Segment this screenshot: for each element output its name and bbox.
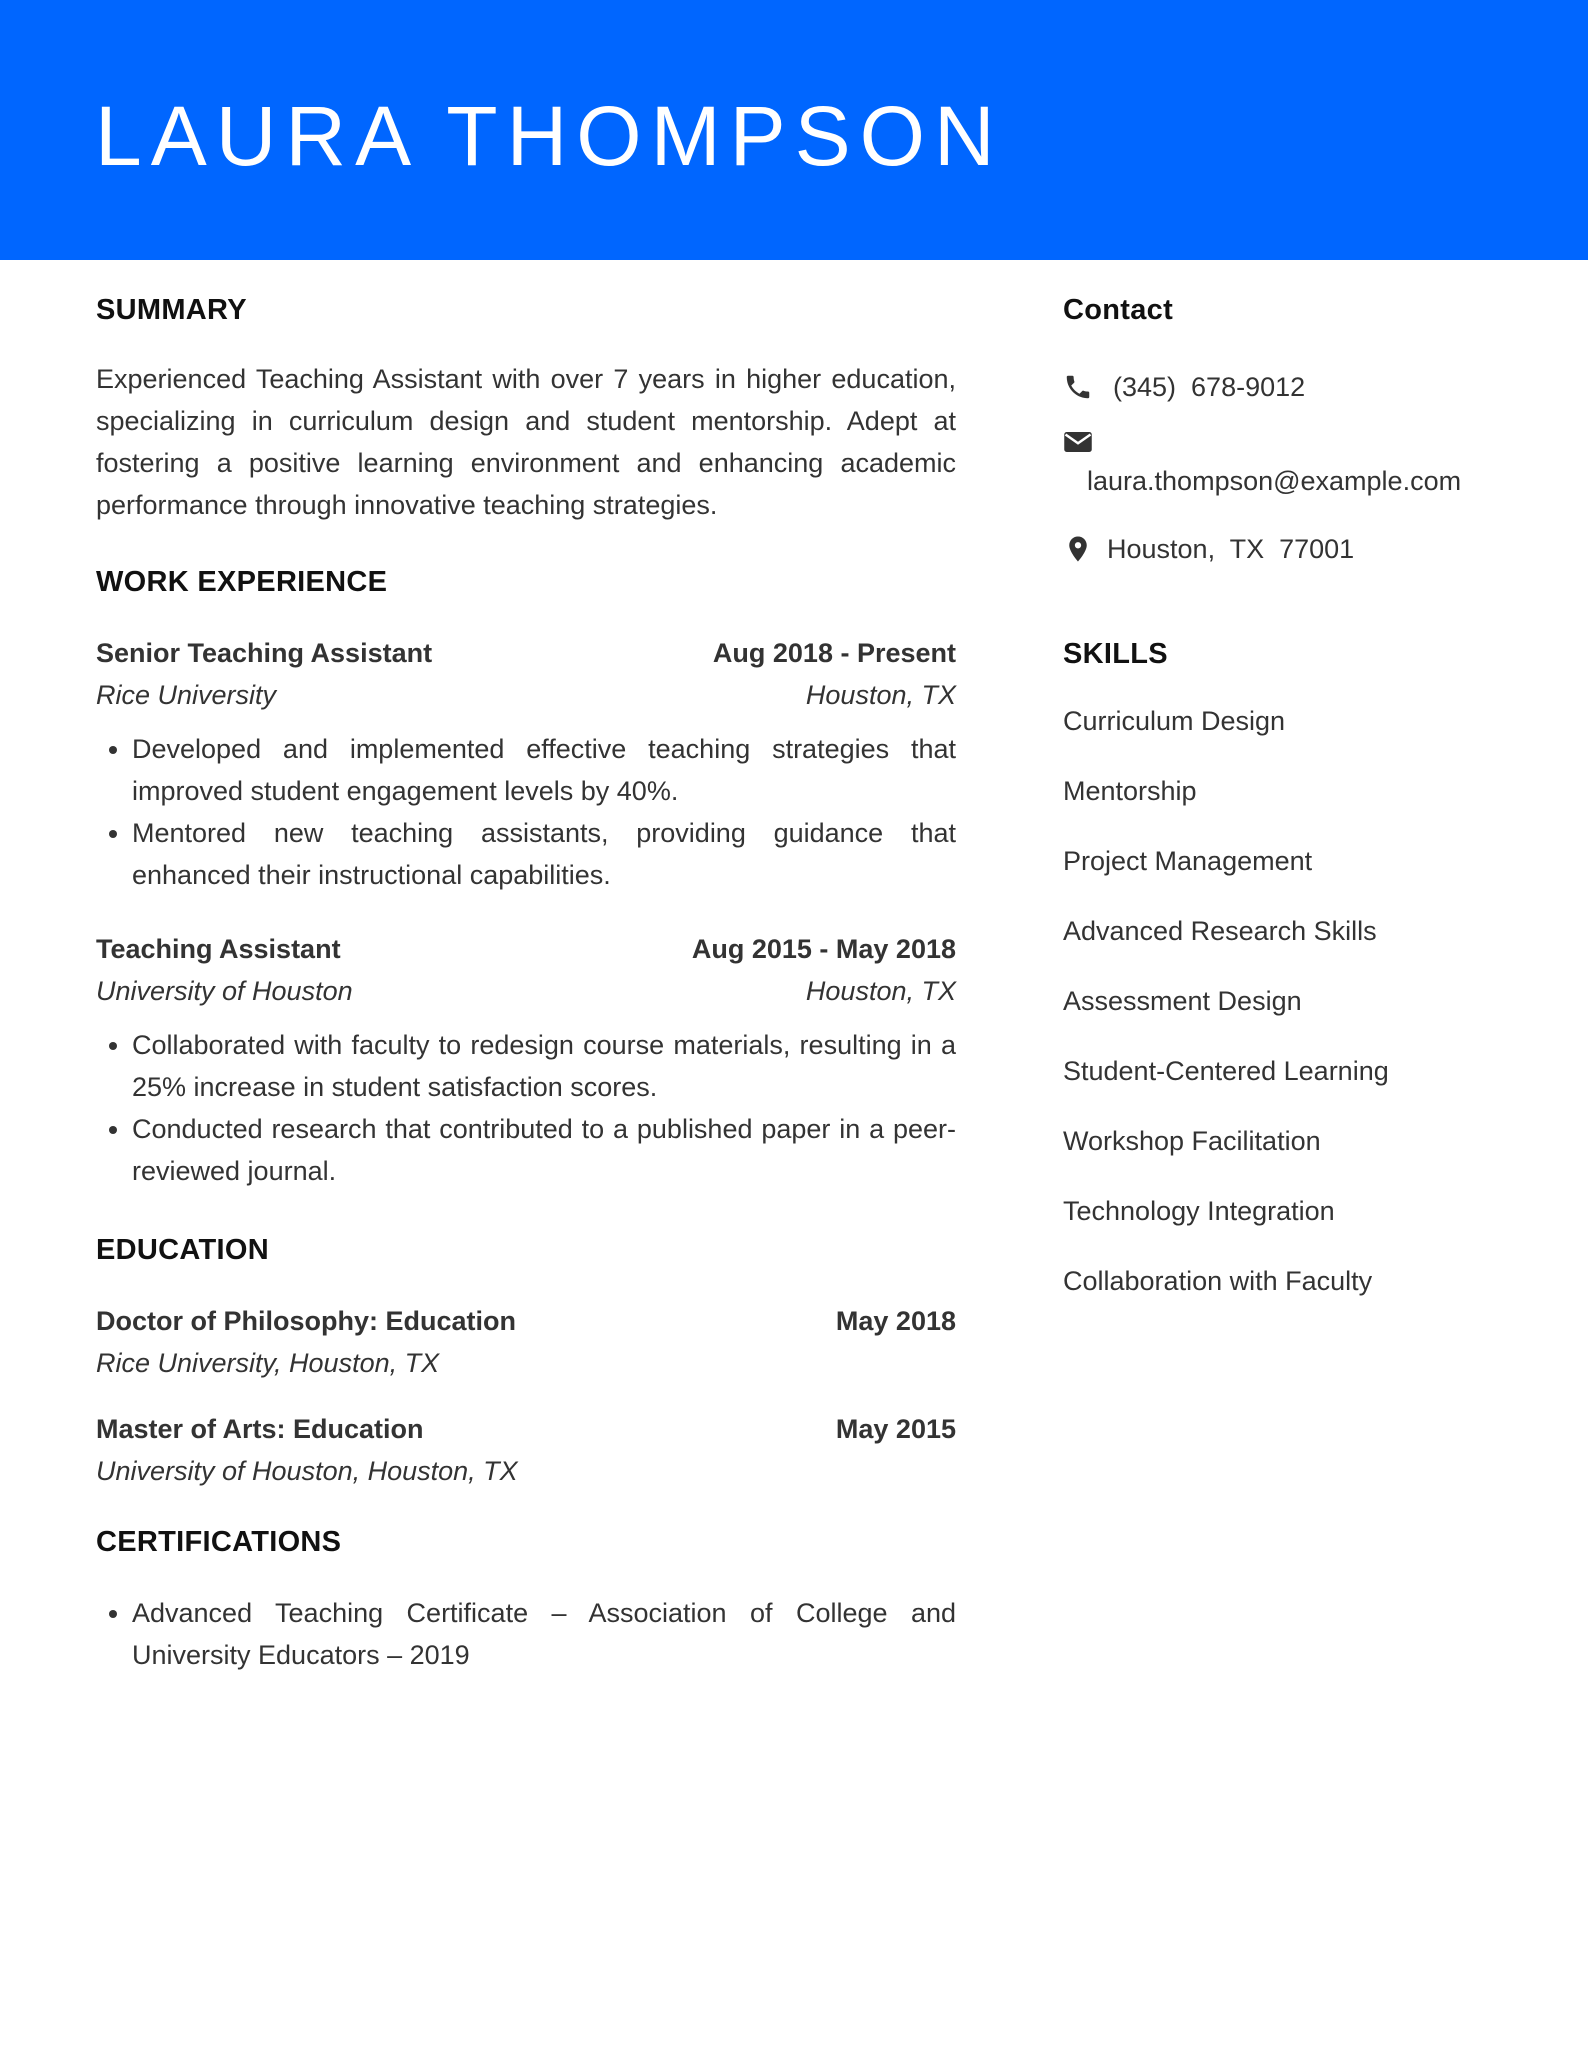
certifications-title: CERTIFICATIONS: [96, 1526, 342, 1558]
contact-title: Contact: [1063, 294, 1174, 326]
job-org: University of Houston: [96, 976, 353, 1006]
job-dates: Aug 2018 - Present: [712, 638, 956, 668]
skill-item: Workshop Facilitation: [1063, 1126, 1321, 1156]
job-org: Rice University: [96, 680, 277, 710]
job-bullets: [96, 1024, 956, 1192]
envelope-icon: [1063, 428, 1093, 456]
skill-item: Curriculum Design: [1063, 706, 1286, 736]
education-school: Rice University, Houston, TX: [96, 1348, 440, 1378]
job-header-row: [96, 928, 956, 970]
job-role: Teaching Assistant: [96, 934, 341, 964]
education-entry: [96, 1300, 956, 1384]
contact-location-row: [1063, 528, 1533, 570]
education-date: May 2018: [835, 1306, 956, 1336]
job-bullet: • Conducted research that contributed to a published paper in a peer-reviewed journal.: [132, 1108, 956, 1192]
job-org-row: [96, 674, 956, 716]
job-location: Houston, TX: [805, 976, 956, 1006]
summary-section: [96, 290, 956, 526]
summary-title: SUMMARY: [96, 294, 247, 326]
education-school-row: [96, 1342, 956, 1384]
skills-section: [1063, 634, 1533, 1302]
job-bullet: • Collaborated with faculty to redesign course materials, resulting in a 25% increase in student satisfaction scores.: [132, 1024, 956, 1108]
phone-icon: [1063, 372, 1093, 402]
job-bullet: • Developed and implemented effective teaching strategies that improved student engagement levels by 40%.: [132, 728, 956, 812]
side-column: [1063, 290, 1533, 1302]
certification-bullets: [96, 1592, 956, 1676]
education-header-row: [96, 1408, 956, 1450]
education-school: University of Houston, Houston, TX: [96, 1456, 518, 1486]
job-dates: Aug 2015 - May 2018: [691, 934, 956, 964]
job-bullet: • Mentored new teaching assistants, providing guidance that enhanced their instructional capabilities.: [132, 812, 956, 896]
skill-item: Student-Centered Learning: [1063, 1056, 1389, 1086]
skill-item: Advanced Research Skills: [1063, 916, 1377, 946]
main-column: [96, 290, 956, 1676]
skill-item: Mentorship: [1063, 776, 1197, 806]
skill-item: Collaboration with Faculty: [1063, 1266, 1373, 1296]
work-experience-title: WORK EXPERIENCE: [96, 566, 388, 598]
contact-location: Houston, TX 77001: [1107, 534, 1355, 564]
skills-list: [1063, 700, 1533, 1302]
job-header-row: [96, 632, 956, 674]
job-location: Houston, TX: [805, 680, 956, 710]
candidate-name: LAURA THOMPSON: [95, 89, 1004, 183]
job-org-row: [96, 970, 956, 1012]
contact-email[interactable]: laura.thompson@example.com: [1087, 466, 1462, 496]
job-entry: [96, 632, 956, 896]
contact-phone[interactable]: (345) 678-9012: [1113, 372, 1306, 402]
education-section: [96, 1230, 956, 1492]
skill-item: Project Management: [1063, 846, 1313, 876]
header-banner: [0, 0, 1588, 260]
skill-item: Assessment Design: [1063, 986, 1302, 1016]
certifications-section: [96, 1522, 956, 1676]
education-entry: [96, 1408, 956, 1492]
education-date: May 2015: [835, 1414, 956, 1444]
education-header-row: [96, 1300, 956, 1342]
education-degree: Master of Arts: Education: [96, 1414, 424, 1444]
education-degree: Doctor of Philosophy: Education: [96, 1306, 516, 1336]
contact-email-block: [1063, 428, 1533, 502]
certification-item: • Advanced Teaching Certificate – Association of College and University Educators – 2019: [132, 1592, 956, 1676]
contact-phone-row: [1063, 366, 1533, 408]
skills-title: SKILLS: [1063, 638, 1168, 670]
job-entry: [96, 928, 956, 1192]
job-bullets: [96, 728, 956, 896]
education-school-row: [96, 1450, 956, 1492]
work-experience-section: [96, 562, 956, 1192]
education-title: EDUCATION: [96, 1234, 269, 1266]
summary-text: Experienced Teaching Assistant with over 7 years in higher education, specializing in curriculum design and student mentorship. Adept at fostering a positive learning environment and enhancing academic performance through innovative teaching strategies.: [96, 364, 956, 520]
skill-item: Technology Integration: [1063, 1196, 1335, 1226]
job-role: Senior Teaching Assistant: [96, 638, 433, 668]
map-pin-icon: [1063, 534, 1093, 564]
contact-section: [1063, 290, 1533, 570]
